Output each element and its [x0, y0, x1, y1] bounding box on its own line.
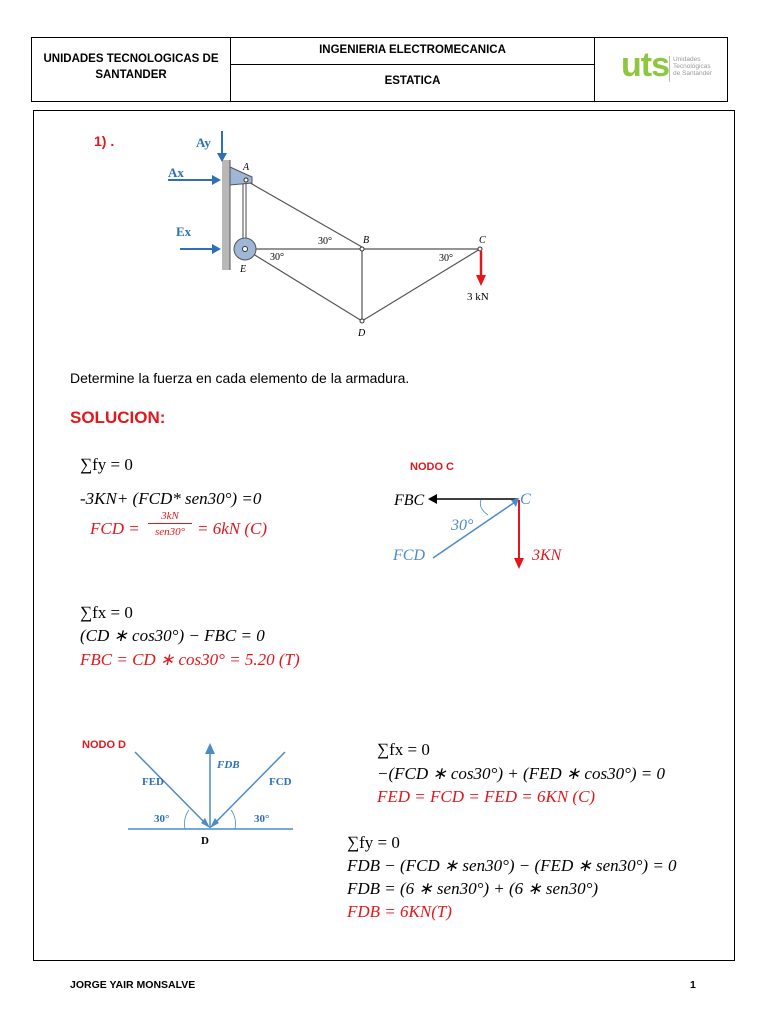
noded-angle-left: 30° [154, 813, 170, 825]
noded-d: D [201, 835, 209, 847]
label-ax: Ax [168, 165, 184, 180]
course-name: ESTATICA [384, 75, 441, 87]
member-ed [245, 249, 362, 321]
problem-number: 1) . [94, 133, 115, 149]
nodec-angle: 30° [451, 517, 474, 534]
nodec-sum-fy: ∑fy = 0 [80, 455, 133, 474]
noded-eq1: −(FCD ∗ cos30°) + (FED ∗ cos30°) = 0 [377, 764, 666, 783]
nodec-eq1: -3KN+ (FCD* sen30°) =0 [80, 489, 262, 508]
noded-diagram [125, 738, 300, 848]
noded-fcd: FCD [269, 776, 292, 788]
noded-angle-right: 30° [254, 813, 270, 825]
nodec-sum-fx: ∑fx = 0 [80, 603, 133, 622]
label-d: D [358, 328, 366, 339]
angle-3: 30° [439, 253, 453, 264]
noded-eq5: FDB = 6KN(T) [347, 902, 452, 921]
truss-figure [160, 125, 520, 350]
header-table [31, 37, 728, 102]
program-name: INGENIERIA ELECTROMECANICA [319, 44, 506, 56]
nodec-eq2-rhs: = 6kN (C) [197, 519, 268, 538]
noded-fdb: FDB [217, 759, 240, 771]
nodec-eq2-num: 3kN [148, 510, 192, 524]
noded-sum-fy: ∑fy = 0 [347, 833, 400, 852]
member-ab [245, 180, 362, 247]
nodec-eq2-lhs: FCD = [90, 519, 140, 538]
institution-name: UNIDADES TECNOLOGICAS DE SANTANDER [43, 53, 219, 81]
uts-logo: uts [621, 46, 669, 84]
nodec-diagram [385, 478, 585, 578]
page-number: 1 [690, 979, 696, 991]
noded-eq3: FDB − (FCD ∗ sen30°) − (FED ∗ sen30°) = 0 [347, 856, 677, 875]
program-cell [231, 38, 595, 101]
label-ay: Ay [196, 135, 211, 150]
noded-sum-fx: ∑fx = 0 [377, 740, 430, 759]
label-a: A [243, 162, 250, 173]
nodec-title: NODO C [410, 461, 454, 473]
label-ex: Ex [176, 224, 192, 239]
noded-eq4: FDB = (6 ∗ sen30°) + (6 ∗ sen30°) [347, 879, 599, 898]
label-b: B [363, 235, 370, 246]
solution-title: SOLUCION: [70, 408, 166, 427]
wall [222, 160, 230, 270]
nodec-eq2-den: sen30° [154, 526, 186, 538]
problem-statement: Determine la fuerza en cada elemento de la armadura. [70, 370, 410, 386]
angle-2: 30° [270, 252, 284, 263]
institution-cell [32, 38, 231, 101]
logo-subtitle: Unidades Tecnológicas de Santander [673, 56, 713, 77]
footer-author: JORGE YAIR MONSALVE [70, 979, 196, 991]
noded-title: NODO D [82, 739, 126, 751]
nodec-eq3: (CD ∗ cos30°) − FBC = 0 [80, 626, 265, 645]
nodec-eq4: FBC = CD ∗ cos30° = 5.20 (T) [80, 650, 300, 669]
nodec-load: 3KN [532, 547, 562, 564]
nodec-c: C [520, 491, 531, 508]
angle-1: 30° [318, 236, 332, 247]
noded-eq2: FED = FCD = FED = 6KN (C) [377, 787, 596, 806]
logo-cell [595, 38, 727, 101]
load-label: 3 kN [467, 291, 489, 303]
label-e: E [240, 264, 247, 275]
label-c: C [479, 235, 486, 246]
nodec-fbc: FBC [394, 492, 425, 509]
noded-fed: FED [142, 776, 164, 788]
member-cd [362, 249, 480, 321]
nodec-fcd: FCD [393, 547, 425, 564]
